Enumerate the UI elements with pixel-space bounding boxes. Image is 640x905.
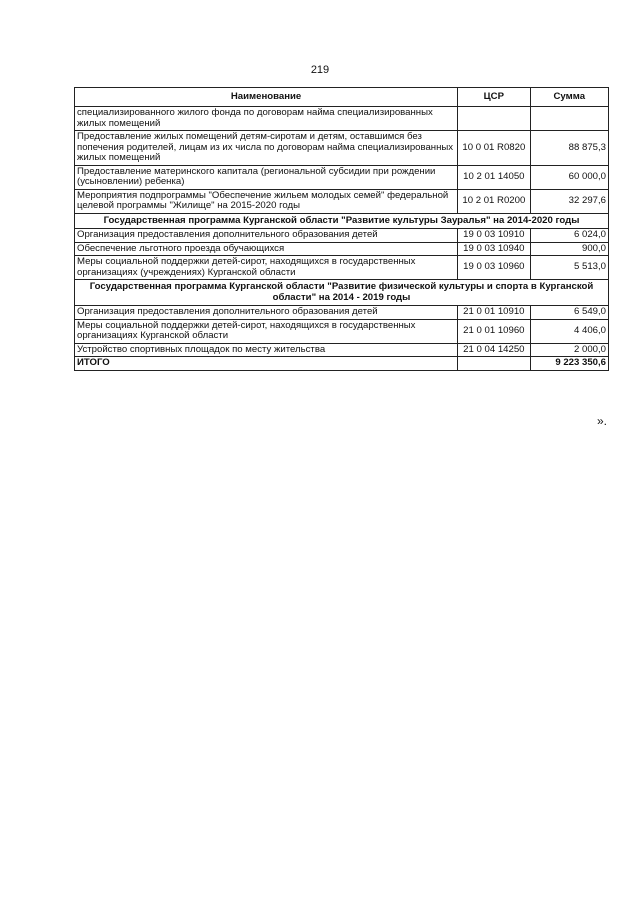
total-row [75, 357, 609, 371]
row-sum-cell: 900,0 [530, 242, 608, 256]
total-label: ИТОГО [75, 357, 458, 371]
row-name-cell: Меры социальной поддержки детей-сирот, находящихся в государственных организациях (учреждениях) Курганской области [75, 256, 458, 280]
row-sum-cell: 4 406,0 [530, 319, 608, 343]
total-sum: 9 223 350,6 [530, 357, 608, 371]
table-row [75, 256, 609, 280]
section-heading: Государственная программа Курганской области "Развитие физической культуры и спорта в Курганской области" на 2014 - 2019 годы [75, 280, 609, 306]
row-code-cell: 19 0 03 10910 [458, 229, 530, 243]
table-row [75, 319, 609, 343]
row-name-cell: Предоставление материнского капитала (региональной субсидии при рождении (усыновлении) ребенка) [75, 165, 458, 189]
section-heading: Государственная программа Курганской области "Развитие культуры Зауралья" на 2014-2020 годы [75, 213, 609, 229]
row-sum-cell: 6 549,0 [530, 306, 608, 320]
row-sum-cell: 32 297,6 [530, 189, 608, 213]
table-header-row [75, 88, 609, 107]
section-heading-row [75, 280, 609, 306]
table-row [75, 242, 609, 256]
row-name-cell: Обеспечение льготного проезда обучающихся [75, 242, 458, 256]
table-row [75, 189, 609, 213]
row-sum-cell [530, 107, 608, 131]
row-name-cell: Организация предоставления дополнительного образования детей [75, 229, 458, 243]
row-name-cell: Мероприятия подпрограммы "Обеспечение жильем молодых семей" федеральной целевой программы "Жилище" на 2015-2020 годы [75, 189, 458, 213]
row-sum-cell: 60 000,0 [530, 165, 608, 189]
row-code-cell: 21 0 04 14250 [458, 343, 530, 357]
header-name: Наименование [75, 88, 458, 107]
row-name-cell: Меры социальной поддержки детей-сирот, находящихся в государственных организациях Курганской области [75, 319, 458, 343]
row-code-cell: 19 0 03 10940 [458, 242, 530, 256]
header-sum: Сумма [530, 88, 608, 107]
row-name-cell: специализированного жилого фонда по договорам найма специализированных жилых помещений [75, 107, 458, 131]
row-name-cell: Предоставление жилых помещений детям-сиротам и детям, оставшимся без попечения родителей, лицам из их числа по договорам найма специализированных жилых помещений [75, 131, 458, 166]
table-row [75, 229, 609, 243]
row-sum-cell: 2 000,0 [530, 343, 608, 357]
row-code-cell: 19 0 03 10960 [458, 256, 530, 280]
row-name-cell: Организация предоставления дополнительного образования детей [75, 306, 458, 320]
table-row [75, 343, 609, 357]
row-sum-cell: 5 513,0 [530, 256, 608, 280]
row-code-cell: 10 2 01 R0200 [458, 189, 530, 213]
row-code-cell: 21 0 01 10960 [458, 319, 530, 343]
total-code [458, 357, 530, 371]
row-name-cell: Устройство спортивных площадок по месту жительства [75, 343, 458, 357]
row-code-cell: 10 0 01 R0820 [458, 131, 530, 166]
row-sum-cell: 6 024,0 [530, 229, 608, 243]
table-row [75, 131, 609, 166]
table-body [75, 107, 609, 371]
table-row [75, 165, 609, 189]
row-code-cell [458, 107, 530, 131]
row-sum-cell: 88 875,3 [530, 131, 608, 166]
header-code: ЦСР [458, 88, 530, 107]
section-heading-row [75, 213, 609, 229]
page-number: 219 [310, 64, 330, 76]
row-code-cell: 10 2 01 14050 [458, 165, 530, 189]
table-row [75, 107, 609, 131]
budget-table [74, 87, 609, 371]
row-code-cell: 21 0 01 10910 [458, 306, 530, 320]
table-row [75, 306, 609, 320]
closing-quote-mark: ». [597, 414, 608, 428]
